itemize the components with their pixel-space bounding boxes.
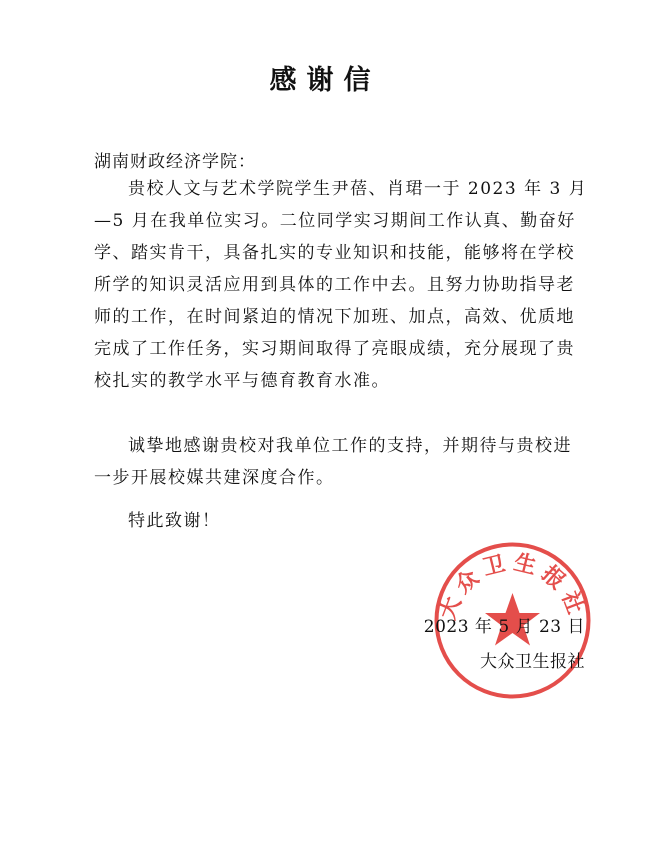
signature-organization: 大众卫生报社: [480, 652, 585, 672]
paragraph-1-line: 师的工作，在时间紧迫的情况下加班、加点，高效、优质地: [94, 307, 575, 327]
closing-text: 特此致谢！: [128, 511, 221, 531]
paragraph-1: [94, 173, 588, 397]
paragraph-2: [94, 430, 588, 494]
paragraph-1-line: —5 月在我单位实习。二位同学实习期间工作认真、勤奋好: [94, 211, 576, 231]
closing-paragraph: [94, 505, 588, 537]
paragraph-1-line: 学、踏实肯干，具备扎实的专业知识和技能，能够将在学校: [94, 243, 575, 263]
stamp-text: 大众卫生报社: [434, 549, 591, 624]
salutation: 湖南财政经济学院：: [94, 152, 256, 172]
paragraph-1-line: 所学的知识灵活应用到具体的工作中去。且努力协助指导老: [94, 275, 575, 295]
paragraph-1-line: 校扎实的教学水平与德育教育水准。: [94, 371, 390, 391]
paragraph-1-line: 完成了工作任务，实习期间取得了亮眼成绩，充分展现了贵: [94, 339, 575, 359]
signature-date: 2023 年 5 月 23 日: [423, 617, 585, 637]
paragraph-2-line: 诚挚地感谢贵校对我单位工作的支持，并期待与贵校进: [128, 436, 572, 456]
letter-title: 感谢信: [269, 65, 381, 96]
paragraph-2-line: 一步开展校媒共建深度合作。: [94, 468, 335, 488]
paragraph-1-line: 贵校人文与艺术学院学生尹蓓、肖珺一于 2023 年 3 月: [128, 179, 588, 199]
